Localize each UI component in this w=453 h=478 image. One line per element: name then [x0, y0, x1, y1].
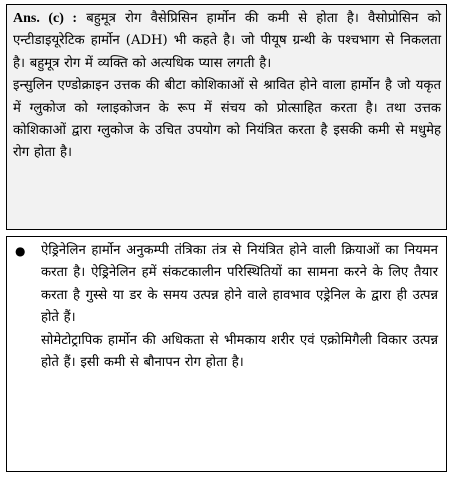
answer-paragraph-2: इन्सुलिन एण्डोक्राइन उत्तक की बीटा कोशिकाओं से श्रावित होने वाला हार्मोन है जो यकृत में ग्लुकोज को ग्लाइकोजन के रूप में संचय को प्रोत्साहित करता है। तथा उत्तक कोशिकाओं द्वारा ग्लुकोज के उचित उपयोग को नियंत्रित करता है इसकी कमी से मधुमेह रोग होता है। [13, 78, 441, 161]
bullet-box [6, 236, 447, 472]
bullet-paragraph-1: ऐड्रिनेलिन हार्मोन अनुकम्पी तंत्रिका तंत्र से नियंत्रित होने वाली क्रियाओं का नियमन करता है। ऐड्रिनेलिन हमें संकटकालीन परिस्थितियों का सामना करने के लिए तैयार करता है गुस्से या डर के समय उत्पन्न होने वाले हावभाव एड्रेनिल के द्वारा ही उत्पन्न होते हैं। [41, 243, 438, 326]
bullet-paragraph-2: सोमेटोट्रापिक हार्मोन की अधिकता से भीमकाय शरीर एवं एक्रोमिगैली विकार उत्पन्न होते हैं। इसी कमी से बौनापन रोग होता है। [41, 332, 438, 371]
bullet-item-body [41, 240, 438, 374]
answer-label: Ans. (c) : [13, 11, 78, 26]
bullet-icon: ● [15, 244, 26, 258]
answer-box [6, 4, 447, 230]
bullet-list-item [13, 240, 438, 374]
answer-paragraph-1-text: बहुमूत्र रोग वैसेप्रिसिन हार्मोन की कमी से होता है। वैसोप्रोसिन को एन्टीडाइयूरेटिक हार्मोन (ADH) भी कहते है। जो पीयूष ग्रन्थी के पश्चभाग से निकलता है। बहुमूत्र रोग में व्यक्ति को अत्यधिक प्यास लगती है। [13, 11, 442, 71]
answer-paragraph-1 [13, 8, 441, 75]
